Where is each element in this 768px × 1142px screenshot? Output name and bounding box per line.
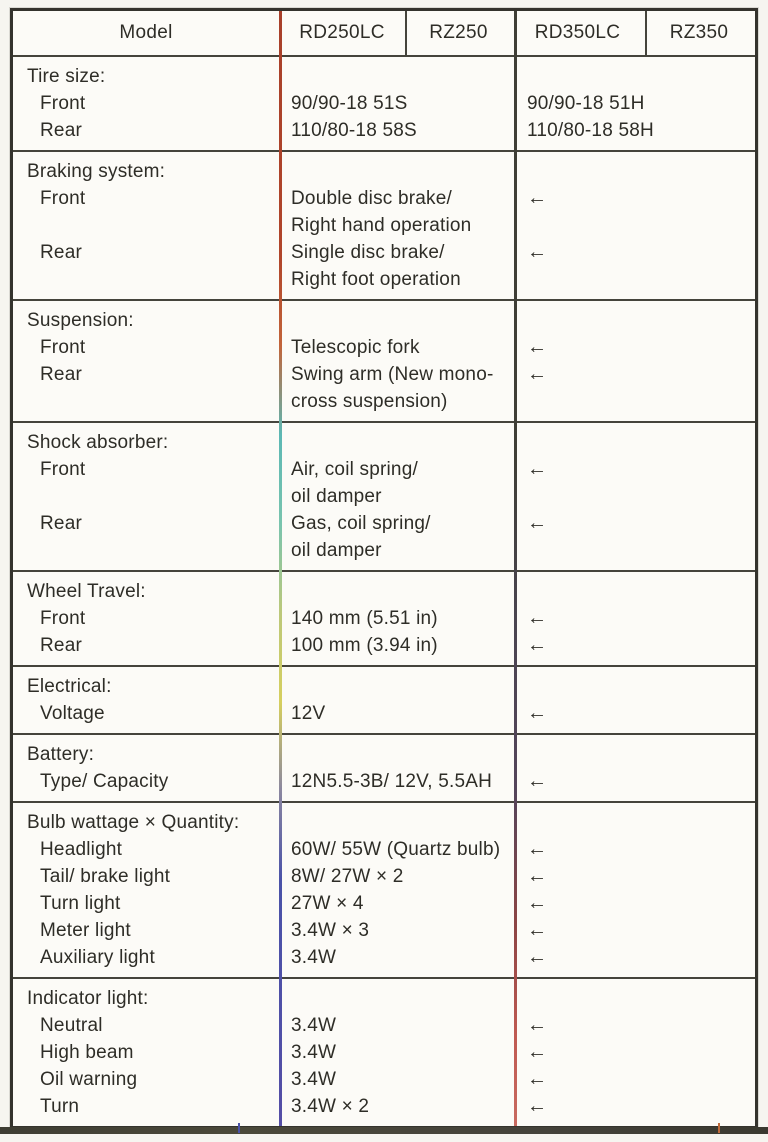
spec-value-250-group: 8W/ 27W × 2 (291, 865, 404, 887)
spec-row (13, 239, 755, 266)
page-bottom-rule (0, 1127, 768, 1134)
spec-value-250-group (279, 429, 514, 456)
spec-value-250-group: 140 mm (5.51 in) (291, 607, 438, 629)
spec-label: Turn (40, 1095, 80, 1117)
spec-label (13, 266, 279, 293)
spec-row (13, 361, 755, 388)
spec-label: Type/ Capacity (40, 770, 169, 792)
spec-value-250-group (279, 63, 514, 90)
spec-value-350-group (514, 809, 755, 836)
header-cell-model: Model (119, 22, 173, 43)
spec-value-250-group: Swing arm (New mono- (291, 363, 494, 385)
spec-body (13, 57, 755, 1126)
spec-label: Rear (40, 512, 82, 534)
spec-value-250-group: Right hand operation (291, 214, 472, 236)
spec-section-title: Braking system: (27, 160, 166, 182)
spec-value-250-group (279, 307, 514, 334)
spec-row (13, 388, 755, 415)
spec-value-250-group: oil damper (291, 539, 382, 561)
spec-row (13, 537, 755, 564)
spec-section-title: Tire size: (27, 65, 106, 87)
spec-row (13, 483, 755, 510)
spec-value-350-group (514, 741, 755, 768)
spec-label: Neutral (40, 1014, 103, 1036)
spec-label: Tail/ brake light (40, 865, 171, 887)
spec-label: Rear (40, 634, 82, 656)
spec-value-350-group (514, 307, 755, 334)
spec-value-350-group (514, 212, 755, 239)
ditto-arrow: ← (527, 634, 547, 656)
spec-row (13, 1039, 755, 1066)
scan-fringe-orange (718, 1123, 720, 1133)
section-indicator-light (13, 977, 755, 1126)
spec-label (13, 212, 279, 239)
spec-label: Oil warning (40, 1068, 138, 1090)
spec-value-350-group (514, 158, 755, 185)
spec-value-350-group (514, 388, 755, 415)
header-cell-rd350lc: RD350LC (534, 22, 621, 43)
spec-value-250-group: 3.4W × 3 (291, 919, 370, 941)
spec-row (13, 605, 755, 632)
spec-row (13, 307, 755, 334)
spec-label: Front (40, 458, 86, 480)
section-wheel-travel (13, 570, 755, 665)
spec-row (13, 673, 755, 700)
spec-row (13, 90, 755, 117)
spec-section-title: Bulb wattage × Quantity: (27, 811, 240, 833)
ditto-arrow: ← (527, 946, 547, 968)
ditto-arrow: ← (527, 1068, 547, 1090)
spec-label: Front (40, 187, 86, 209)
section-braking-system (13, 150, 755, 299)
spec-label: Auxiliary light (40, 946, 155, 968)
section-shock-absorber (13, 421, 755, 570)
spec-label: Front (40, 336, 86, 358)
spec-section-title: Battery: (27, 743, 95, 765)
spec-value-250-group (279, 809, 514, 836)
header-divider-rd250-rz250 (405, 11, 407, 57)
spec-label: Rear (40, 119, 82, 141)
section-electrical (13, 665, 755, 733)
spec-value-250-group: 60W/ 55W (Quartz bulb) (291, 838, 501, 860)
spec-label: Front (40, 92, 86, 114)
spec-value-350-group (514, 63, 755, 90)
spec-label (13, 483, 279, 510)
spec-value-250-group: cross suspension) (291, 390, 448, 412)
spec-row (13, 836, 755, 863)
spec-value-350-group: 90/90-18 51H (527, 92, 645, 114)
spec-label: Voltage (40, 702, 105, 724)
spec-value-250-group: 3.4W (291, 1068, 337, 1090)
ditto-arrow: ← (527, 187, 547, 209)
ditto-arrow: ← (527, 1014, 547, 1036)
header-cell-rd250lc: RD250LC (299, 22, 385, 43)
ditto-arrow: ← (527, 336, 547, 358)
spec-value-250-group: 12N5.5-3B/ 12V, 5.5AH (291, 770, 493, 792)
spec-section-title: Suspension: (27, 309, 134, 331)
ditto-arrow: ← (527, 702, 547, 724)
ditto-arrow: ← (527, 770, 547, 792)
spec-row (13, 212, 755, 239)
spec-value-350-group (514, 483, 755, 510)
spec-value-350-group (514, 673, 755, 700)
spec-label: Rear (40, 241, 82, 263)
ditto-arrow: ← (527, 241, 547, 263)
spec-section-title: Electrical: (27, 675, 112, 697)
spec-row (13, 158, 755, 185)
spec-value-250-group: 110/80-18 58S (291, 119, 417, 141)
spec-row (13, 768, 755, 795)
spec-value-250-group (279, 741, 514, 768)
spec-value-350-group (514, 266, 755, 293)
spec-label: Front (40, 607, 86, 629)
spec-value-250-group: 3.4W (291, 946, 337, 968)
spec-row (13, 117, 755, 144)
header-cell-rz250: RZ250 (429, 22, 488, 43)
spec-value-250-group: 27W × 4 (291, 892, 364, 914)
spec-value-250-group: Single disc brake/ (291, 241, 445, 263)
ditto-arrow: ← (527, 458, 547, 480)
spec-row (13, 700, 755, 727)
spec-label (13, 537, 279, 564)
spec-label: Meter light (40, 919, 131, 941)
spec-row (13, 863, 755, 890)
spec-row (13, 809, 755, 836)
spec-value-250-group: 3.4W (291, 1041, 337, 1063)
spec-row (13, 985, 755, 1012)
ditto-arrow: ← (527, 363, 547, 385)
section-bulb-wattage (13, 801, 755, 977)
spec-row (13, 741, 755, 768)
spec-row (13, 63, 755, 90)
section-suspension (13, 299, 755, 421)
ditto-arrow: ← (527, 838, 547, 860)
spec-label: Rear (40, 363, 82, 385)
spec-value-250-group: Telescopic fork (291, 336, 420, 358)
header-cell-rz350: RZ350 (669, 22, 729, 43)
spec-row (13, 1066, 755, 1093)
spec-label: Headlight (40, 838, 123, 860)
ditto-arrow: ← (527, 512, 547, 534)
spec-value-350-group (514, 537, 755, 564)
spec-row (13, 456, 755, 483)
spec-label (13, 388, 279, 415)
header-divider-rd350-rz350 (645, 11, 647, 57)
column-divider-labels (279, 11, 282, 1126)
spec-row (13, 890, 755, 917)
spec-value-350-group: 110/80-18 58H (527, 119, 654, 141)
spec-value-250-group: Air, coil spring/ (291, 458, 418, 480)
spec-row (13, 510, 755, 537)
spec-value-250-group: Double disc brake/ (291, 187, 452, 209)
spec-value-250-group: 3.4W × 2 (291, 1095, 370, 1117)
section-battery (13, 733, 755, 801)
spec-row (13, 632, 755, 659)
spec-value-250-group: 90/90-18 51S (291, 92, 408, 114)
spec-value-250-group (279, 673, 514, 700)
ditto-arrow: ← (527, 892, 547, 914)
ditto-arrow: ← (527, 1041, 547, 1063)
spec-value-350-group (514, 429, 755, 456)
ditto-arrow: ← (527, 1095, 547, 1117)
spec-value-250-group: 3.4W (291, 1014, 337, 1036)
spec-value-250-group: oil damper (291, 485, 382, 507)
spec-row (13, 917, 755, 944)
table-header-row (13, 11, 755, 57)
spec-row (13, 429, 755, 456)
spec-value-250-group: 100 mm (3.94 in) (291, 634, 438, 656)
spec-label: High beam (40, 1041, 134, 1063)
column-divider-groups (514, 11, 517, 1126)
ditto-arrow: ← (527, 919, 547, 941)
scan-fringe-blue (238, 1123, 240, 1133)
spec-value-250-group: Gas, coil spring/ (291, 512, 431, 534)
spec-value-250-group (279, 985, 514, 1012)
spec-value-250-group (279, 578, 514, 605)
spec-value-250-group: 12V (291, 702, 326, 724)
ditto-arrow: ← (527, 607, 547, 629)
spec-row (13, 266, 755, 293)
spec-section-title: Shock absorber: (27, 431, 169, 453)
spec-row (13, 185, 755, 212)
spec-section-title: Indicator light: (27, 987, 149, 1009)
specification-table (10, 8, 758, 1129)
spec-row (13, 944, 755, 971)
spec-value-350-group (514, 985, 755, 1012)
spec-row (13, 1012, 755, 1039)
spec-label: Turn light (40, 892, 121, 914)
spec-row (13, 334, 755, 361)
spec-section-title: Wheel Travel: (27, 580, 146, 602)
spec-row (13, 1093, 755, 1120)
ditto-arrow: ← (527, 865, 547, 887)
spec-value-350-group (514, 578, 755, 605)
spec-row (13, 578, 755, 605)
spec-value-250-group (279, 158, 514, 185)
spec-value-250-group: Right foot operation (291, 268, 461, 290)
section-tire-size (13, 57, 755, 150)
